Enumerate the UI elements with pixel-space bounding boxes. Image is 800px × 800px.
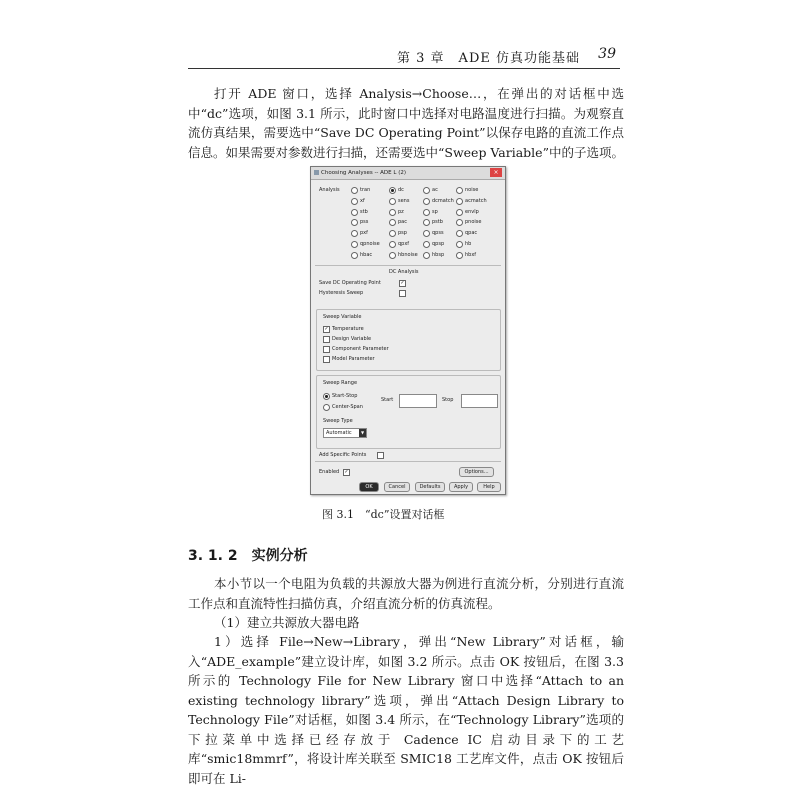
cancel-button[interactable]: Cancel <box>384 482 410 492</box>
save-dc-op-label: Save DC Operating Point <box>319 280 381 286</box>
analysis-radio-dc[interactable] <box>389 187 396 194</box>
analysis-radio-tran[interactable] <box>351 187 358 194</box>
temperature-checkbox[interactable]: ✓ <box>324 326 329 332</box>
hysteresis-label: Hysteresis Sweep <box>319 290 364 296</box>
analysis-label-dcmatch: dcmatch <box>432 197 454 204</box>
analysis-label-noise: noise <box>465 187 479 193</box>
analysis-radio-ac[interactable] <box>423 187 430 194</box>
dialog-titlebar <box>311 167 505 180</box>
analysis-radio-qpac[interactable] <box>456 230 463 237</box>
analysis-radio-psp[interactable] <box>389 230 396 237</box>
save-dc-op-checkbox[interactable]: ✓ <box>400 280 405 286</box>
defaults-button[interactable]: Defaults <box>415 482 445 492</box>
enabled-checkbox[interactable]: ✓ <box>344 469 349 475</box>
analysis-label-qpsp: qpsp <box>432 241 445 247</box>
analysis-label-hbxf: hbxf <box>465 251 477 258</box>
component-parameter-label: Component Parameter <box>332 346 389 352</box>
analysis-radio-sens[interactable] <box>389 198 396 205</box>
center-span-radio[interactable] <box>323 404 330 411</box>
analysis-label-stb: stb <box>360 208 368 215</box>
analysis-label-pnoise: pnoise <box>465 219 482 226</box>
analysis-radio-noise[interactable] <box>456 187 463 194</box>
analysis-label-qpac: qpac <box>465 230 478 237</box>
apply-button[interactable]: Apply <box>449 482 473 492</box>
analysis-label-pz: pz <box>398 208 404 215</box>
analysis-label-psp: psp <box>398 230 407 237</box>
design-variable-checkbox[interactable] <box>323 336 330 343</box>
section-heading: 3. 1. 2 实例分析 <box>188 548 308 564</box>
analysis-radio-qpsp[interactable] <box>423 241 430 248</box>
analysis-radio-envlp[interactable] <box>456 209 463 216</box>
analysis-label-xf: xf <box>360 197 365 204</box>
analysis-label-pss: pss <box>360 219 369 226</box>
analysis-label: Analysis <box>319 187 340 193</box>
analysis-label-qpxf: qpxf <box>398 241 410 247</box>
sweep-range-title: Sweep Range <box>323 380 358 386</box>
analysis-radio-pss[interactable] <box>351 219 358 226</box>
app-icon <box>314 170 319 175</box>
dialog-title: Choosing Analyses -- ADE L (2) <box>321 170 406 176</box>
analysis-radio-pstb[interactable] <box>423 219 430 226</box>
analysis-label-pstb: pstb <box>432 219 443 226</box>
start-label: Start <box>381 397 394 403</box>
analysis-label-envlp: envlp <box>465 208 479 215</box>
page-header <box>188 46 620 69</box>
analysis-label-tran: tran <box>360 187 371 193</box>
sweep-type-value: Automatic <box>326 430 352 436</box>
start-stop-label: Start-Stop <box>332 393 358 399</box>
divider <box>315 265 501 266</box>
analysis-label-sens: sens <box>398 197 410 204</box>
analysis-radio-pxf[interactable] <box>351 230 358 237</box>
analysis-label-dc: dc <box>398 187 404 193</box>
analysis-radio-pz[interactable] <box>389 209 396 216</box>
analysis-radio-hbnoise[interactable] <box>389 252 396 259</box>
body-paragraph-1: 本小节以一个电阻为负载的共源放大器为例进行直流分析，分别进行直流工作点和直流特性扫描仿真，介绍直流分析的仿真流程。 <box>188 576 624 611</box>
analysis-label-hbac: hbac <box>360 251 373 258</box>
dc-section-title: DC Analysis <box>389 269 419 275</box>
analysis-label-hbnoise: hbnoise <box>398 251 418 258</box>
analysis-label-qpss: qpss <box>432 230 444 237</box>
body-paragraph-3: 1）选择 File→New→Library，弹出“New Library”对话框，输入“ADE_example”建立设计库，如图 3.2 所示。点击 OK 按钮后，在图 3.3 所示的 Technology File for New Library 窗口中选择“Attach to an existing technology library”选项，弹出“Attach Design Library to Technology File”对话框，如图 3.4 所示，在“Technology Library”选项的下拉菜单中选择已经存放于 Cadence IC 启动目录下的工艺库“smic18mmrf”，将设计库关联至 SMIC18 工艺库文件，点击 OK 按钮后即可在 Li- <box>188 634 624 786</box>
sweep-type-label: Sweep Type <box>323 418 353 424</box>
sweep-range-group <box>316 375 501 449</box>
analysis-label-qpnoise: qpnoise <box>360 241 380 247</box>
start-input[interactable] <box>399 394 437 408</box>
analysis-radio-stb[interactable] <box>351 209 358 216</box>
component-parameter-checkbox[interactable] <box>323 346 330 353</box>
page-number: 39 <box>598 46 616 62</box>
center-span-label: Center-Span <box>332 404 363 410</box>
choosing-analyses-dialog <box>310 166 506 495</box>
intro-paragraph: 打开 ADE 窗口，选择 Analysis→Choose…，在弹出的对话框中选中“dc”选项，如图 3.1 所示，此时窗口中选择对电路温度进行扫描。为观察直流仿真结果，需要选中“Save DC Operating Point”以保存电路的直流工作点信息。如果需要对参数进行扫描，还需要选中“Sweep Variable”中的子选项。 <box>188 86 624 160</box>
analysis-radio-pnoise[interactable] <box>456 219 463 226</box>
analysis-radio-qpss[interactable] <box>423 230 430 237</box>
analysis-label-pxf: pxf <box>360 230 368 237</box>
analysis-label-hbsp: hbsp <box>432 251 445 258</box>
analysis-radio-pac[interactable] <box>389 219 396 226</box>
analysis-radio-hb[interactable] <box>456 241 463 248</box>
add-points-label: Add Specific Points <box>319 452 367 458</box>
ok-button[interactable]: OK <box>359 482 379 492</box>
model-parameter-label: Model Parameter <box>332 356 375 362</box>
analysis-radio-qpxf[interactable] <box>389 241 396 248</box>
design-variable-label: Design Variable <box>332 336 372 342</box>
analysis-radio-dcmatch[interactable] <box>423 198 430 205</box>
body-paragraph-2: （1）建立共源放大器电路 <box>214 615 360 630</box>
analysis-radio-xf[interactable] <box>351 198 358 205</box>
hysteresis-checkbox[interactable] <box>399 290 406 297</box>
chapter-title: 第 3 章 ADE 仿真功能基础 <box>397 51 580 66</box>
sweep-variable-group <box>316 309 501 371</box>
analysis-radio-hbxf[interactable] <box>456 252 463 259</box>
divider <box>315 461 501 462</box>
help-button[interactable]: Help <box>477 482 501 492</box>
analysis-label-hb: hb <box>465 241 472 247</box>
temperature-label: Temperature <box>332 326 364 332</box>
analysis-radio-hbac[interactable] <box>351 252 358 259</box>
analysis-label-acmatch: acmatch <box>465 197 487 204</box>
analysis-label-ac: ac <box>432 187 438 193</box>
model-parameter-checkbox[interactable] <box>323 356 330 363</box>
add-points-checkbox[interactable] <box>377 452 384 459</box>
enabled-label: Enabled <box>319 469 340 475</box>
sweep-type-select[interactable] <box>323 428 367 438</box>
sweep-variable-title: Sweep Variable <box>323 314 362 320</box>
stop-label: Stop <box>442 397 454 403</box>
analysis-radio-sp[interactable] <box>423 209 430 216</box>
stop-input[interactable] <box>461 394 498 408</box>
analysis-radio-acmatch[interactable] <box>456 198 463 205</box>
chevron-down-icon: ▼ <box>360 430 365 435</box>
analysis-label-pac: pac <box>398 219 407 226</box>
start-stop-radio[interactable] <box>323 393 330 400</box>
analysis-label-sp: sp <box>432 208 438 215</box>
figure-caption: 图 3.1 “dc”设置对话框 <box>322 508 445 521</box>
options-button[interactable]: Options... <box>459 467 494 477</box>
close-icon[interactable]: × <box>490 168 502 177</box>
analysis-radio-hbsp[interactable] <box>423 252 430 259</box>
analysis-radio-qpnoise[interactable] <box>351 241 358 248</box>
